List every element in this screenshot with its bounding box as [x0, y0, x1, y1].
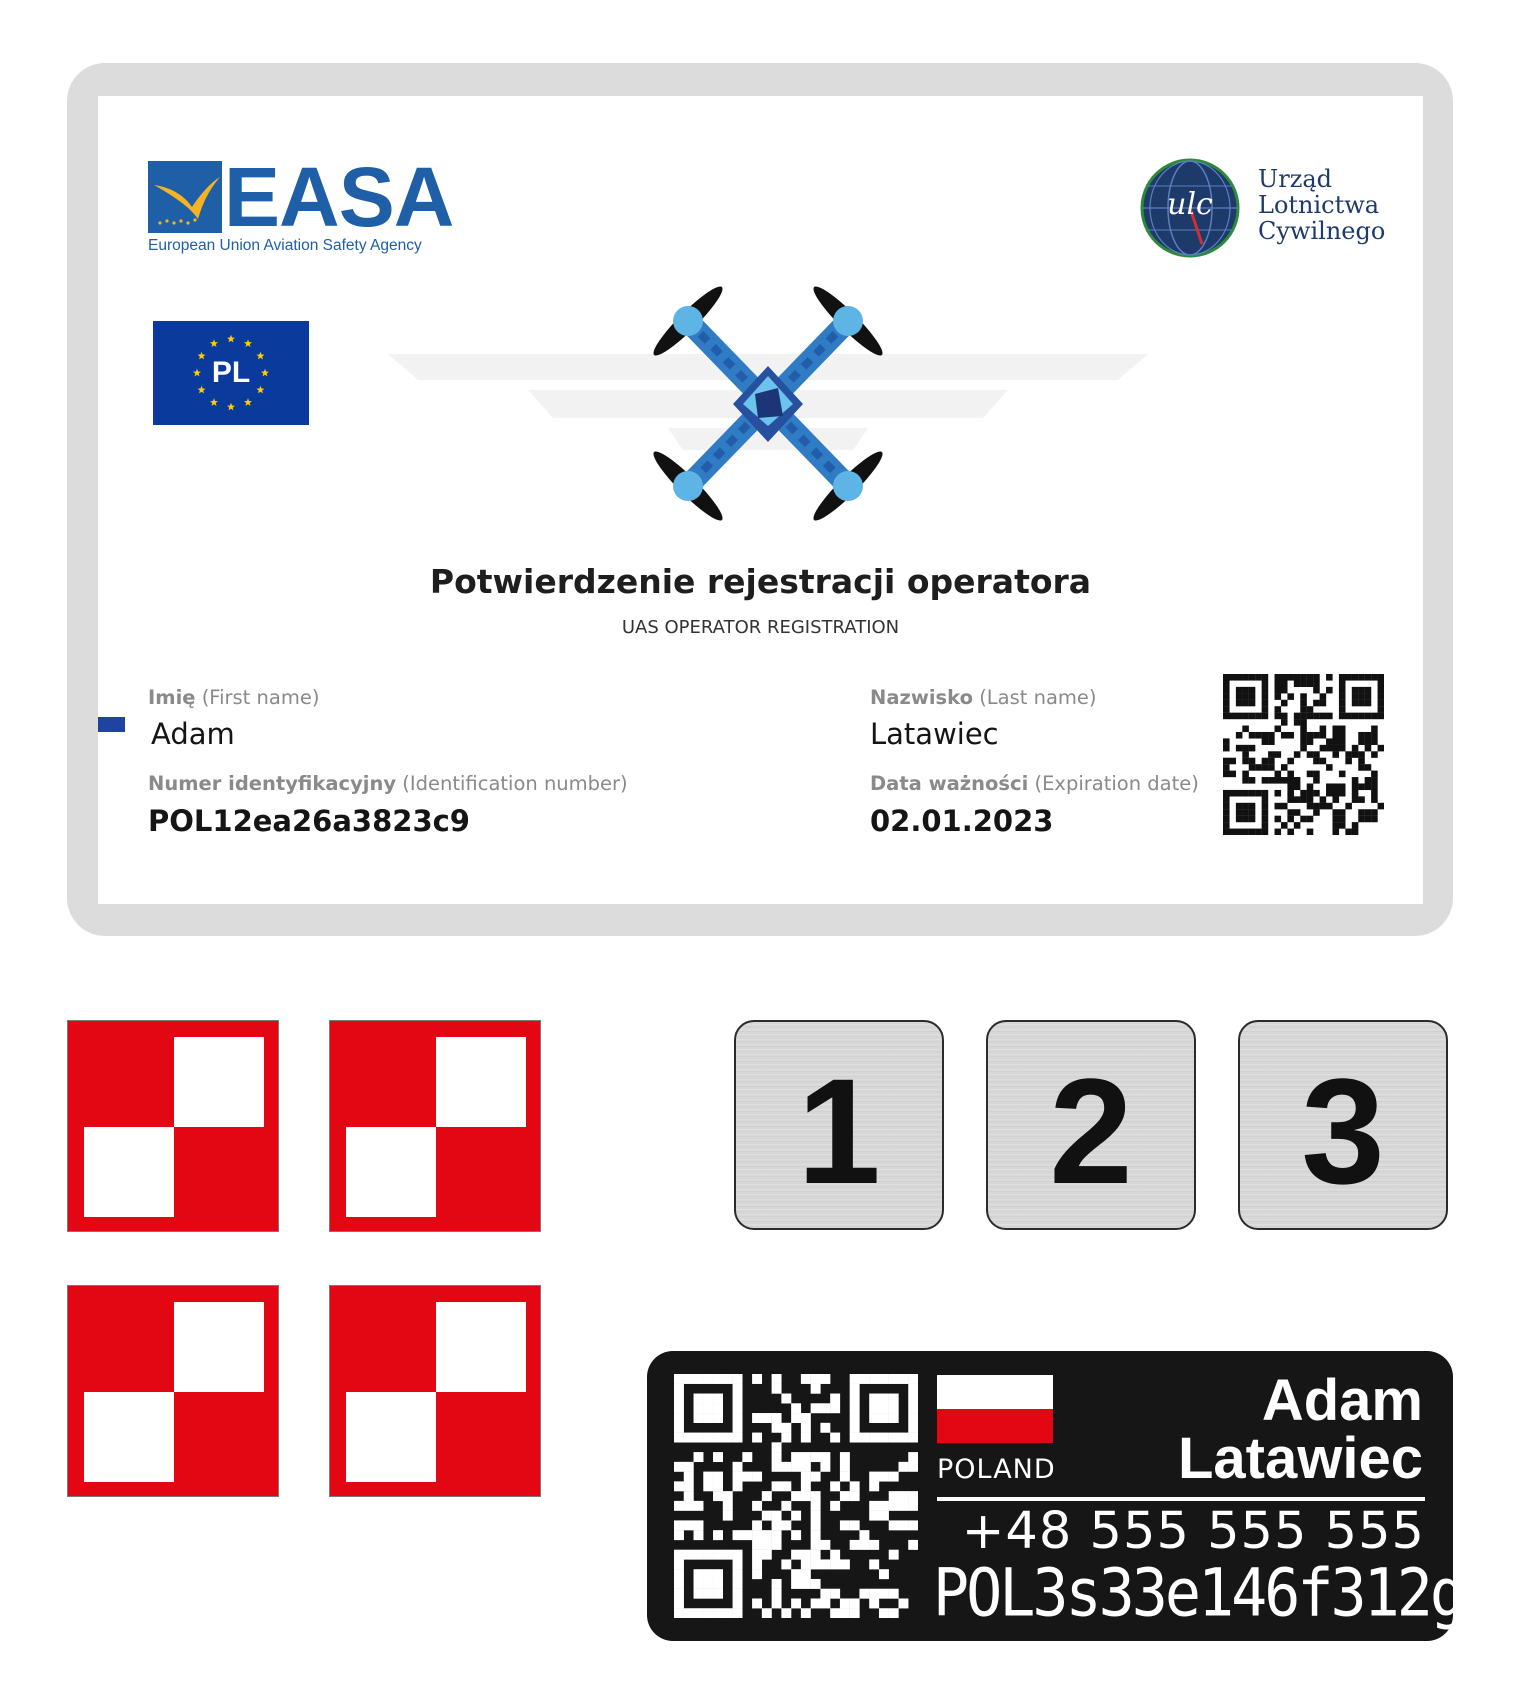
checkerboard-icon	[67, 1285, 279, 1497]
easa-logo	[148, 150, 454, 261]
checkerboard-icon	[329, 1020, 541, 1232]
number-tile-3	[1238, 1020, 1448, 1230]
id-number-label	[148, 772, 628, 795]
eu-flag-icon	[153, 321, 309, 425]
first-name-label-pl: Imię	[148, 686, 196, 709]
easa-wordmark: EASA	[224, 150, 454, 244]
expiration-label	[870, 772, 1199, 795]
blue-marker	[98, 717, 125, 732]
expiration-label-pl: Data ważności	[870, 772, 1029, 795]
ulc-logo	[1140, 158, 1400, 258]
registration-card	[98, 96, 1423, 904]
easa-logo-icon	[148, 161, 222, 233]
country-code: PL	[211, 356, 251, 389]
last-name-value: Latawiec	[870, 717, 999, 751]
card-subtitle: UAS OPERATOR REGISTRATION	[621, 617, 900, 638]
last-name-label-en: (Last name)	[979, 686, 1097, 709]
first-name-value: Adam	[151, 717, 235, 751]
plate-divider	[937, 1497, 1425, 1501]
id-number-value: POL12ea26a3823c9	[148, 804, 470, 838]
operator-plate	[647, 1351, 1463, 1641]
drone-icon	[643, 276, 893, 536]
ulc-line3: Cywilnego	[1258, 217, 1386, 245]
number-tile-2	[986, 1020, 1196, 1230]
ulc-line1: Urząd	[1258, 165, 1333, 193]
last-name-label-pl: Nazwisko	[870, 686, 973, 709]
poland-flag-icon	[937, 1375, 1053, 1443]
first-name-label-en: (First name)	[201, 686, 320, 709]
number-tile-label: 3	[1301, 1047, 1385, 1215]
plate-country: POLAND	[937, 1454, 1056, 1485]
checkerboard-icon	[329, 1285, 541, 1497]
ulc-name	[1258, 166, 1385, 244]
number-tile-1	[734, 1020, 944, 1230]
first-name-label	[148, 686, 319, 709]
plate-phone: +48 555 555 555	[961, 1502, 1425, 1561]
checkerboard-icon	[67, 1020, 279, 1232]
number-tile-label: 1	[797, 1047, 881, 1215]
easa-subtitle: European Union Aviation Safety Agency	[148, 237, 422, 254]
plate-last-name: Latawiec	[1178, 1426, 1423, 1491]
ulc-globe-icon	[1140, 158, 1240, 258]
qr-code-icon	[1223, 674, 1384, 835]
plate-first-name: Adam	[1261, 1368, 1423, 1433]
card-title: Potwierdzenie rejestracji operatora	[429, 562, 1092, 601]
last-name-label	[870, 686, 1097, 709]
id-number-label-en: (Identification number)	[402, 772, 628, 795]
id-number-label-pl: Numer identyfikacyjny	[148, 772, 397, 795]
expiration-label-en: (Expiration date)	[1034, 772, 1199, 795]
number-tile-label: 2	[1049, 1047, 1133, 1215]
expiration-value: 02.01.2023	[870, 804, 1054, 838]
plate-operator-id: POL3s33e146f312g	[933, 1555, 1463, 1632]
ulc-line2: Lotnictwa	[1258, 191, 1380, 219]
svg-text:ulc: ulc	[1167, 187, 1213, 222]
qr-code-icon	[674, 1374, 918, 1618]
